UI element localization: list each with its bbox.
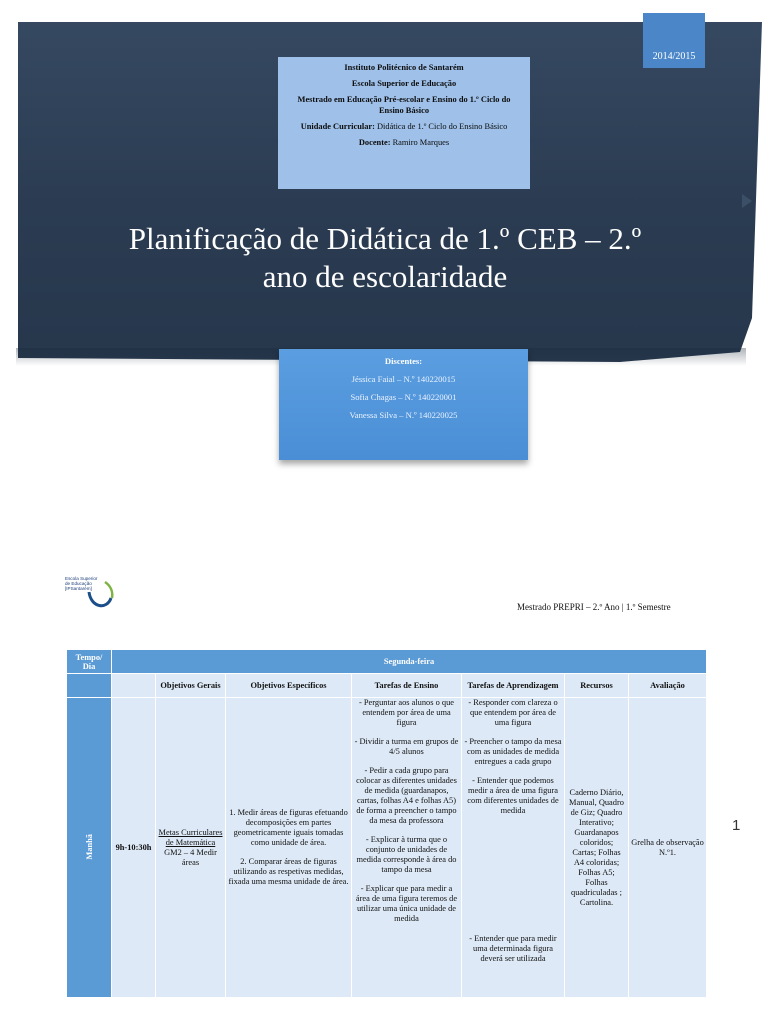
empty-subheader-cell bbox=[112, 674, 156, 698]
tarefa-ensino-3: - Pedir a cada grupo para colocar as diferentes unidades de medida (guardanapos, cartas, folhas A4 e folhas A5) de forma a preencher o tampo da mesa da professora bbox=[356, 766, 457, 825]
student-1: Jéssica Faial – N.º 140220015 bbox=[351, 374, 456, 384]
year-badge: 2014/2015 bbox=[643, 13, 705, 68]
tarefa-ensino-1: - Perguntar aos alunos o que entendem por área de uma figura bbox=[359, 698, 454, 727]
tarefa-ensino-2: - Dividir a turma em grupos de 4/5 alunos bbox=[354, 737, 459, 756]
docente-label: Docente: bbox=[358, 138, 391, 147]
recursos-cell: Caderno Diário, Manual, Quadro de Giz; Quadro Interativo; Guardanapos coloridos; Cartas; Folhas A4 coloridas; Folhas A5; Folhas quadriculadas ; Cartolina. bbox=[565, 698, 629, 998]
page-header: Mestrado PREPRI – 2.º Ano | 1.º Semestre bbox=[517, 602, 671, 612]
day-header: Segunda-feira bbox=[112, 650, 707, 674]
triangle-decoration-icon bbox=[742, 194, 752, 208]
tarefa-aprendizagem-4: - Entender que para medir uma determinada figura deverá ser utilizada bbox=[469, 934, 557, 963]
objetivos-gerais-cell bbox=[156, 698, 226, 998]
school-name: Escola Superior de Educação bbox=[351, 79, 457, 88]
col-objetivos-gerais: Objetivos Gerais bbox=[156, 674, 226, 698]
uc-value: Didática de 1.º Ciclo do Ensino Básico bbox=[377, 122, 508, 131]
student-3: Vanessa Silva – N.º 140220025 bbox=[349, 410, 458, 420]
tarefa-ensino-4: - Explicar à turma que o conjunto de unidades de medida corresponde à área do tampo da mesa bbox=[356, 835, 457, 874]
students-box bbox=[279, 349, 528, 460]
slide-title bbox=[60, 220, 710, 296]
page-number: 1 bbox=[732, 817, 741, 834]
student-2: Sofia Chagas – N.º 140220001 bbox=[350, 392, 457, 402]
objetivo-especifico-1: 1. Medir áreas de figuras efetuando decomposições em partes geometricamente iguais tomadas como unidade de área. bbox=[229, 808, 348, 847]
col-recursos: Recursos bbox=[565, 674, 629, 698]
objetivos-especificos-cell bbox=[226, 698, 352, 998]
planning-table bbox=[66, 649, 707, 998]
logo-text-line-2: de Educação bbox=[65, 581, 92, 586]
col-tarefas-aprendizagem: Tarefas de Aprendizagem bbox=[462, 674, 565, 698]
tarefa-aprendizagem-2: - Preencher o tampo da mesa com as unidades de medida entregues a cada grupo bbox=[464, 737, 562, 766]
school-logo bbox=[65, 574, 125, 614]
objetivo-especifico-2: 2. Comparar áreas de figuras utilizando as respetivas medidas, fixada uma mesma unidade de área. bbox=[228, 857, 349, 886]
logo-text-line-3: [IPSantarém] bbox=[65, 586, 92, 591]
institution-name: Instituto Politécnico de Santarém bbox=[344, 63, 464, 72]
tempo-dia-header: Tempo/ Dia bbox=[67, 650, 112, 674]
docente-value: Ramiro Marques bbox=[392, 138, 450, 147]
logo-swoosh-icon bbox=[85, 578, 115, 610]
tarefas-aprendizagem-cell bbox=[462, 698, 565, 998]
empty-header-cell bbox=[67, 674, 112, 698]
col-avaliacao: Avaliação bbox=[629, 674, 707, 698]
tarefa-ensino-5: - Explicar que para medir a área de uma figura teremos de utilizar uma única unidade de medida bbox=[355, 884, 458, 923]
title-slide bbox=[0, 0, 768, 502]
time-cell: 9h-10:30h bbox=[112, 698, 156, 998]
logo-text-line-1: Escola Superior bbox=[65, 576, 98, 581]
uc-label: Unidade Curricular: bbox=[300, 122, 375, 131]
period-cell bbox=[67, 698, 112, 998]
avaliacao-cell: Grelha de observação N.º1. bbox=[629, 698, 707, 998]
tarefa-aprendizagem-1: - Responder com clareza o que entendem por área de uma figura bbox=[468, 698, 558, 727]
institution-box bbox=[278, 57, 530, 189]
students-label: Discentes: bbox=[384, 356, 423, 366]
period-label: Manhã bbox=[84, 833, 94, 860]
col-objetivos-especificos: Objetivos Específicos bbox=[226, 674, 352, 698]
table-row bbox=[67, 698, 707, 998]
title-line-2: ano de escolaridade bbox=[262, 259, 508, 294]
tarefa-aprendizagem-3: - Entender que podemos medir a área de uma figura com diferentes unidades de medida bbox=[467, 776, 559, 815]
title-line-1: Planificação de Didática de 1.º CEB – 2.º bbox=[128, 221, 642, 256]
objetivos-gerais-rest: GM2 – 4 Medir áreas bbox=[164, 847, 217, 867]
masters-name: Mestrado em Educação Pré-escolar e Ensino do 1.º Ciclo do Ensino Básico bbox=[297, 95, 511, 115]
tarefas-ensino-cell bbox=[352, 698, 462, 998]
col-tarefas-ensino: Tarefas de Ensino bbox=[352, 674, 462, 698]
metas-curriculares-link: Metas Curriculares de Matemática bbox=[158, 827, 223, 847]
